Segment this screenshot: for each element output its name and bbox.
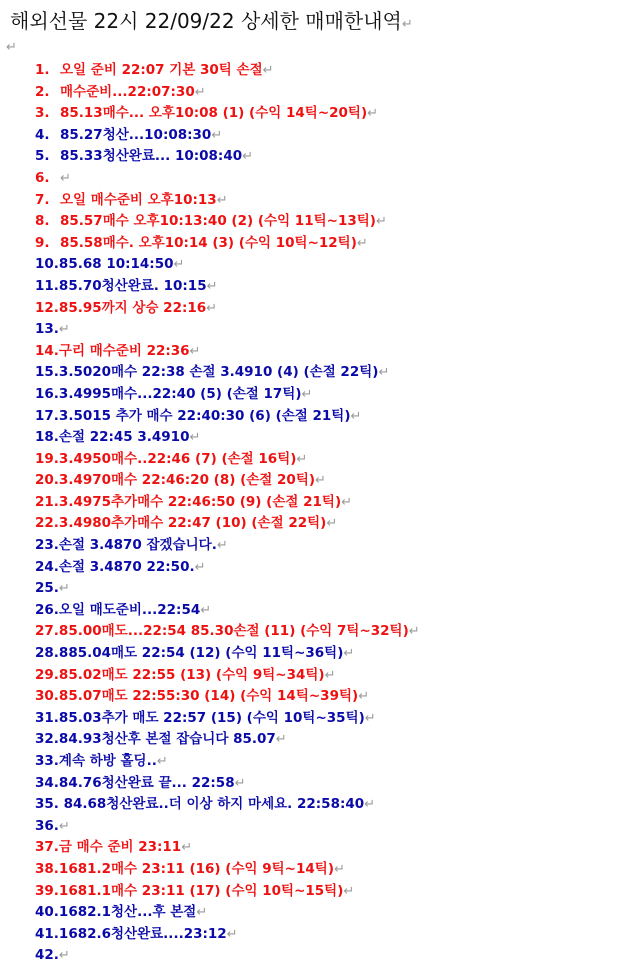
paragraph-mark-icon: ↵ bbox=[189, 343, 201, 359]
list-item-content: 85.07매도 22:55:30 (14) (수익 14틱~39틱) bbox=[58, 688, 359, 705]
list-item-number: 2. bbox=[35, 83, 50, 100]
list-item-number: 28. bbox=[35, 645, 59, 662]
list-item-content: 1681.1매수 23:11 (17) (수익 10틱~15틱) bbox=[58, 882, 344, 899]
empty-paragraph bbox=[6, 40, 17, 55]
list-item-number: 5. bbox=[35, 148, 50, 165]
list-item-number: 4. bbox=[35, 126, 50, 143]
list-item-number: 31. bbox=[35, 709, 59, 726]
list-item-content: 84.76청산완료 끝... 22:58 bbox=[58, 774, 235, 791]
list-item-number: 7. bbox=[35, 191, 50, 208]
list-item-line bbox=[35, 686, 369, 708]
list-item-line bbox=[35, 276, 218, 298]
paragraph-mark-icon: ↵ bbox=[58, 322, 70, 338]
list-item-line bbox=[35, 535, 228, 557]
list-item-number: 10. bbox=[35, 256, 59, 273]
list-item-line bbox=[35, 557, 206, 579]
list-item-content: 3.5020매수 22:38 손절 3.4910 (4) (손절 22틱) bbox=[58, 364, 379, 381]
paragraph-mark-icon: ↵ bbox=[315, 473, 326, 489]
list-item-content: 3.4980추가매수 22:47 (10) (손절 22틱) bbox=[58, 515, 327, 532]
list-item-content: 3.4995매수...22:40 (5) (손절 17틱) bbox=[58, 385, 302, 402]
list-item-content: 85.00매도...22:54 85.30손절 (11) (수익 7틱~32틱) bbox=[58, 623, 409, 640]
paragraph-mark-icon: ↵ bbox=[343, 883, 355, 899]
list-item-text bbox=[60, 233, 368, 255]
list-item-text bbox=[60, 190, 228, 212]
list-item-number: 36. bbox=[35, 817, 59, 834]
list-item-number: 11. bbox=[35, 277, 59, 294]
list-item-text bbox=[60, 211, 387, 233]
list-item-content: 3.4970매수 22:46:20 (8) (손절 20틱) bbox=[58, 472, 316, 489]
list-item-content: 84.93청산후 본절 잡습니다 85.07 bbox=[58, 731, 276, 748]
list-item-text bbox=[60, 125, 222, 147]
paragraph-mark-icon: ↵ bbox=[206, 278, 218, 294]
list-item-line bbox=[35, 729, 287, 751]
list-item-line bbox=[35, 319, 70, 341]
list-item-number: 16. bbox=[35, 385, 59, 402]
list-item-number: 29. bbox=[35, 666, 59, 683]
list-item-number: 8. bbox=[35, 213, 50, 230]
list-item-number: 13. bbox=[35, 321, 59, 338]
list-item-number: 9. bbox=[35, 234, 50, 251]
list-item-content: 금 매수 준비 23:11 bbox=[58, 839, 182, 856]
list-item-number: 26. bbox=[35, 601, 59, 618]
paragraph-mark-icon: ↵ bbox=[375, 214, 387, 230]
list-item-content: 오일 매도준비...22:54 bbox=[58, 601, 201, 618]
paragraph-mark-icon: ↵ bbox=[216, 538, 228, 554]
list-item-line bbox=[35, 513, 337, 535]
paragraph-mark-icon: ↵ bbox=[324, 667, 336, 683]
list-item-number: 35. bbox=[35, 796, 59, 813]
list-item-number: 40. bbox=[35, 904, 59, 921]
list-item-content: 85.33청산완료... 10:08:40 bbox=[60, 148, 243, 165]
paragraph-mark-icon: ↵ bbox=[156, 754, 168, 769]
list-item-content: 오일 준비 22:07 기본 30틱 손절 bbox=[60, 62, 263, 78]
list-item-line bbox=[35, 427, 200, 449]
list-item-number: 1. bbox=[35, 62, 50, 78]
list-item-number: 3. bbox=[35, 105, 50, 122]
list-item-number: 14. bbox=[35, 342, 59, 359]
list-item-line bbox=[35, 254, 184, 276]
list-item-line bbox=[35, 773, 246, 795]
list-item-line bbox=[35, 881, 354, 903]
paragraph-mark-icon: ↵ bbox=[364, 710, 376, 726]
document-title bbox=[10, 6, 413, 40]
list-item-text bbox=[60, 82, 206, 104]
list-item-text bbox=[60, 60, 274, 82]
list-item-number: 17. bbox=[35, 407, 59, 424]
paragraph-mark-icon: ↵ bbox=[234, 775, 246, 791]
paragraph-mark-icon: ↵ bbox=[200, 602, 212, 618]
list-item-line bbox=[35, 751, 168, 773]
list-item-content: 3.4975추가매수 22:46:50 (9) (손절 21틱) bbox=[58, 493, 342, 510]
list-item-number: 38. bbox=[35, 860, 59, 877]
paragraph-mark-icon: ↵ bbox=[301, 386, 313, 402]
paragraph-mark-icon: ↵ bbox=[60, 170, 71, 186]
paragraph-mark-icon: ↵ bbox=[58, 818, 70, 834]
list-item-number: 27. bbox=[35, 623, 59, 640]
list-item-number: 34. bbox=[35, 774, 59, 791]
list-item-content: 1682.6청산완료....23:12 bbox=[58, 925, 227, 942]
list-item-content: 85.27청산...10:08:30 bbox=[60, 126, 212, 143]
paragraph-mark-icon: ↵ bbox=[196, 905, 208, 921]
list-item-text bbox=[60, 146, 253, 168]
list-item-number: 12. bbox=[35, 299, 59, 316]
paragraph-mark-icon: ↵ bbox=[262, 63, 274, 78]
list-item-content: 1681.2매수 23:11 (16) (수익 9틱~14틱) bbox=[58, 860, 334, 877]
list-item-line bbox=[35, 708, 376, 730]
paragraph-mark-icon: ↵ bbox=[194, 559, 206, 575]
list-item-content: 85.70청산완료. 10:15 bbox=[58, 277, 207, 294]
list-item-line bbox=[35, 362, 389, 384]
list-item-line bbox=[35, 902, 207, 924]
paragraph-mark-icon: ↵ bbox=[58, 948, 70, 964]
list-item-content: 85.13매수... 오후10:08 (1) (수익 14틱~20틱) bbox=[60, 105, 368, 122]
paragraph-mark-icon: ↵ bbox=[194, 84, 206, 100]
paragraph-mark-icon: ↵ bbox=[343, 646, 355, 662]
list-item-content: 885.04매도 22:54 (12) (수익 11틱~36틱) bbox=[58, 645, 344, 662]
list-item-number: 6. bbox=[35, 169, 50, 186]
list-item-content: 3.5015 추가 매수 22:40:30 (6) (손절 21틱) bbox=[58, 407, 351, 424]
paragraph-mark-icon: ↵ bbox=[367, 106, 379, 122]
list-item-line bbox=[35, 492, 352, 514]
list-item-content: 85.58매수. 오후10:14 (3) (수익 10틱~12틱) bbox=[60, 234, 357, 251]
paragraph-mark-icon: ↵ bbox=[356, 235, 368, 251]
list-item-number: 19. bbox=[35, 450, 59, 467]
list-item-content: 계속 하방 홀딩.. bbox=[58, 753, 157, 769]
paragraph-mark-icon: ↵ bbox=[189, 430, 201, 446]
paragraph-mark-icon: ↵ bbox=[275, 732, 287, 748]
list-item-content: 손절 22:45 3.4910 bbox=[58, 429, 190, 446]
list-item-line bbox=[35, 621, 420, 643]
list-item-line bbox=[35, 449, 307, 471]
list-item-line bbox=[35, 341, 200, 363]
paragraph-mark-icon: ↵ bbox=[334, 861, 345, 877]
list-item-line bbox=[35, 384, 312, 406]
list-item-number: 20. bbox=[35, 472, 59, 489]
list-item-content: 오일 매수준비 오후10:13 bbox=[60, 191, 217, 208]
list-item-number: 32. bbox=[35, 731, 59, 748]
paragraph-mark-icon: ↵ bbox=[296, 451, 308, 467]
list-item-content: 85.68 10:14:50 bbox=[58, 256, 174, 273]
list-item-text bbox=[60, 103, 378, 125]
paragraph-mark-icon: ↵ bbox=[350, 408, 362, 424]
list-item-content: 손절 3.4870 22:50. bbox=[58, 558, 195, 575]
list-item-content: 85.57매수 오후10:13:40 (2) (수익 11틱~13틱) bbox=[60, 213, 376, 230]
paragraph-mark-icon: ↵ bbox=[358, 689, 370, 705]
list-item-number: 39. bbox=[35, 882, 59, 899]
paragraph-mark-icon: ↵ bbox=[216, 192, 228, 208]
list-item-line bbox=[35, 859, 345, 881]
list-item-line bbox=[35, 298, 217, 320]
list-item-text bbox=[60, 168, 71, 190]
paragraph-mark-icon: ↵ bbox=[242, 149, 254, 165]
paragraph-mark-icon: ↵ bbox=[226, 926, 238, 942]
list-item-line bbox=[35, 794, 375, 816]
list-item-line bbox=[35, 945, 70, 967]
paragraph-mark-icon: ↵ bbox=[378, 365, 390, 381]
list-item-content: 85.03추가 매도 22:57 (15) (수익 10틱~35틱) bbox=[58, 709, 365, 726]
list-item-number: 25. bbox=[35, 580, 59, 597]
paragraph-mark-icon: ↵ bbox=[326, 516, 338, 532]
list-item-number: 30. bbox=[35, 688, 59, 705]
paragraph-mark-icon: ↵ bbox=[401, 17, 413, 32]
title-text: 해외선물 22시 22/09/22 상세한 매매한내역 bbox=[10, 9, 402, 33]
list-item-content: 3.4950매수..22:46 (7) (손절 16틱) bbox=[58, 450, 297, 467]
paragraph-mark-icon: ↵ bbox=[364, 797, 376, 813]
paragraph-mark-icon: ↵ bbox=[6, 40, 17, 55]
paragraph-mark-icon: ↵ bbox=[206, 300, 218, 316]
list-item-content: 구리 매수준비 22:36 bbox=[58, 342, 190, 359]
paragraph-mark-icon: ↵ bbox=[181, 840, 193, 856]
paragraph-mark-icon: ↵ bbox=[173, 257, 185, 273]
list-item-line bbox=[35, 665, 336, 687]
list-item-number: 22. bbox=[35, 515, 59, 532]
list-item-content: 매수준비...22:07:30 bbox=[60, 83, 195, 100]
list-item-content: 85.95까지 상승 22:16 bbox=[58, 299, 207, 316]
list-item-number: 23. bbox=[35, 537, 59, 554]
list-item-line bbox=[35, 924, 238, 946]
list-item-line bbox=[35, 600, 211, 622]
list-item-line bbox=[35, 578, 70, 600]
list-item-number: 37. bbox=[35, 839, 59, 856]
list-item-number: 24. bbox=[35, 558, 59, 575]
list-item-number: 18. bbox=[35, 429, 59, 446]
list-item-number: 41. bbox=[35, 925, 59, 942]
list-item-number: 42. bbox=[35, 947, 59, 964]
paragraph-mark-icon: ↵ bbox=[408, 624, 420, 640]
list-item-line bbox=[35, 470, 326, 492]
list-item-line bbox=[35, 816, 70, 838]
list-item-number: 15. bbox=[35, 364, 59, 381]
paragraph-mark-icon: ↵ bbox=[341, 494, 353, 510]
list-item-number: 33. bbox=[35, 753, 59, 769]
paragraph-mark-icon: ↵ bbox=[58, 581, 70, 597]
list-item-content: 85.02매도 22:55 (13) (수익 9틱~34틱) bbox=[58, 666, 325, 683]
list-item-content: 84.68청산완료..더 이상 하지 마세요. 22:58:40 bbox=[58, 796, 365, 813]
list-item-line bbox=[35, 837, 192, 859]
list-item-number: 21. bbox=[35, 493, 59, 510]
list-item-line bbox=[35, 643, 354, 665]
list-item-line bbox=[35, 406, 361, 428]
paragraph-mark-icon: ↵ bbox=[211, 127, 223, 143]
list-item-content: 손절 3.4870 잡겠습니다. bbox=[58, 537, 217, 554]
list-item-content: 1682.1청산...후 본절 bbox=[58, 904, 197, 921]
